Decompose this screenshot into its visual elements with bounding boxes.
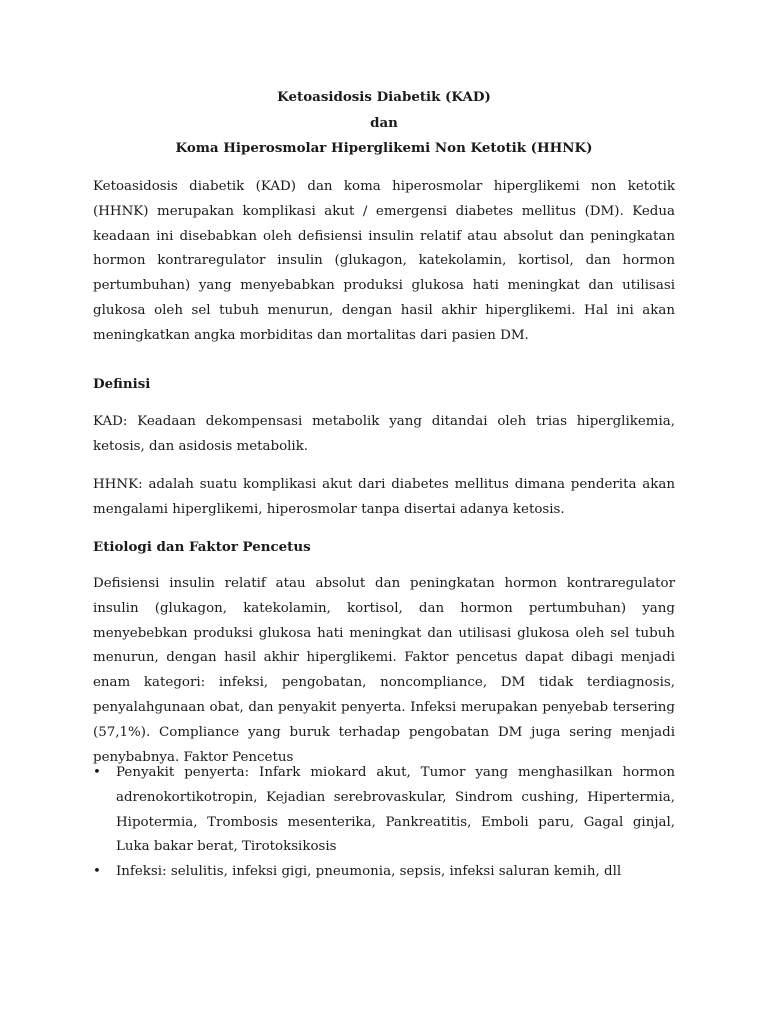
bullet-icon: • bbox=[93, 864, 101, 880]
bullet-icon: • bbox=[93, 765, 101, 780]
list-item-text: Infeksi: selulitis, infeksi gigi, pneumonia, sepsis, infeksi saluran kemih, dll bbox=[116, 864, 622, 880]
list-item-text: Penyakit penyerta: Infark miokard akut, Tumor yang menghasilkan hormon adrenokortikotropin, Kejadian serebrovaskular, Sindrom cushing, Hipertermia, Hipotermia, Trombosis mesenterika, Pankreatitis, Emboli paru, Gagal ginjal, Luka bakar berat, Tirotoksikosis bbox=[116, 765, 675, 855]
heading-definisi: Definisi bbox=[93, 376, 151, 392]
title-line-2: dan bbox=[370, 114, 398, 131]
intro-paragraph: Ketoasidosis diabetik (KAD) dan koma hiperosmolar hiperglikemi non ketotik (HHNK) merupakan komplikasi akut / emergensi diabetes mellitus (DM). Kedua keadaan ini disebabkan oleh defisiensi insulin relatif atau absolut dan peningkatan hormon kontraregulator insulin (glukagon, katekolamin, kortisol, dan hormon pertumbuhan) yang menyebabkan produksi glukosa hati meningkat dan utilisasi glukosa oleh sel tubuh menurun, dengan hasil akhir hiperglikemi. Hal ini akan meningkatkan angka morbiditas dan mortalitas dari pasien DM. bbox=[93, 179, 675, 343]
list-item bbox=[93, 860, 675, 885]
heading-etiologi: Etiologi dan Faktor Pencetus bbox=[93, 539, 311, 555]
definisi-kad-paragraph: KAD: Keadaan dekompensasi metabolik yang ditandai oleh trias hiperglikemia, ketosis, dan asidosis metabolik. bbox=[93, 414, 675, 454]
list-item bbox=[93, 761, 675, 860]
document-title bbox=[93, 85, 675, 162]
title-line-3: Koma Hiperosmolar Hiperglikemi Non Ketotik (HHNK) bbox=[175, 140, 593, 157]
definisi-hhnk-paragraph: HHNK: adalah suatu komplikasi akut dari diabetes mellitus dimana penderita akan mengalami hiperglikemi, hiperosmolar tanpa disertai adanya ketosis. bbox=[93, 477, 675, 517]
etiologi-paragraph: Defisiensi insulin relatif atau absolut dan peningkatan hormon kontraregulator insulin (glukagon, katekolamin, kortisol, dan hormon pertumbuhan) yang menyebebkan produksi glukosa hati meningkat dan utilisasi glukosa oleh sel tubuh menurun, dengan hasil akhir hiperglikemi. Faktor pencetus dapat dibagi menjadi enam kategori: infeksi, pengobatan, noncompliance, DM tidak terdiagnosis, penyalahgunaan obat, dan penyakit penyerta. Infeksi merupakan penyebab tersering (57,1%). Compliance yang buruk terhadap pengobatan DM juga sering menjadi penybabnya. Faktor Pencetus bbox=[93, 576, 675, 765]
title-line-1: Ketoasidosis Diabetik (KAD) bbox=[277, 89, 491, 105]
faktor-pencetus-list bbox=[93, 761, 675, 885]
